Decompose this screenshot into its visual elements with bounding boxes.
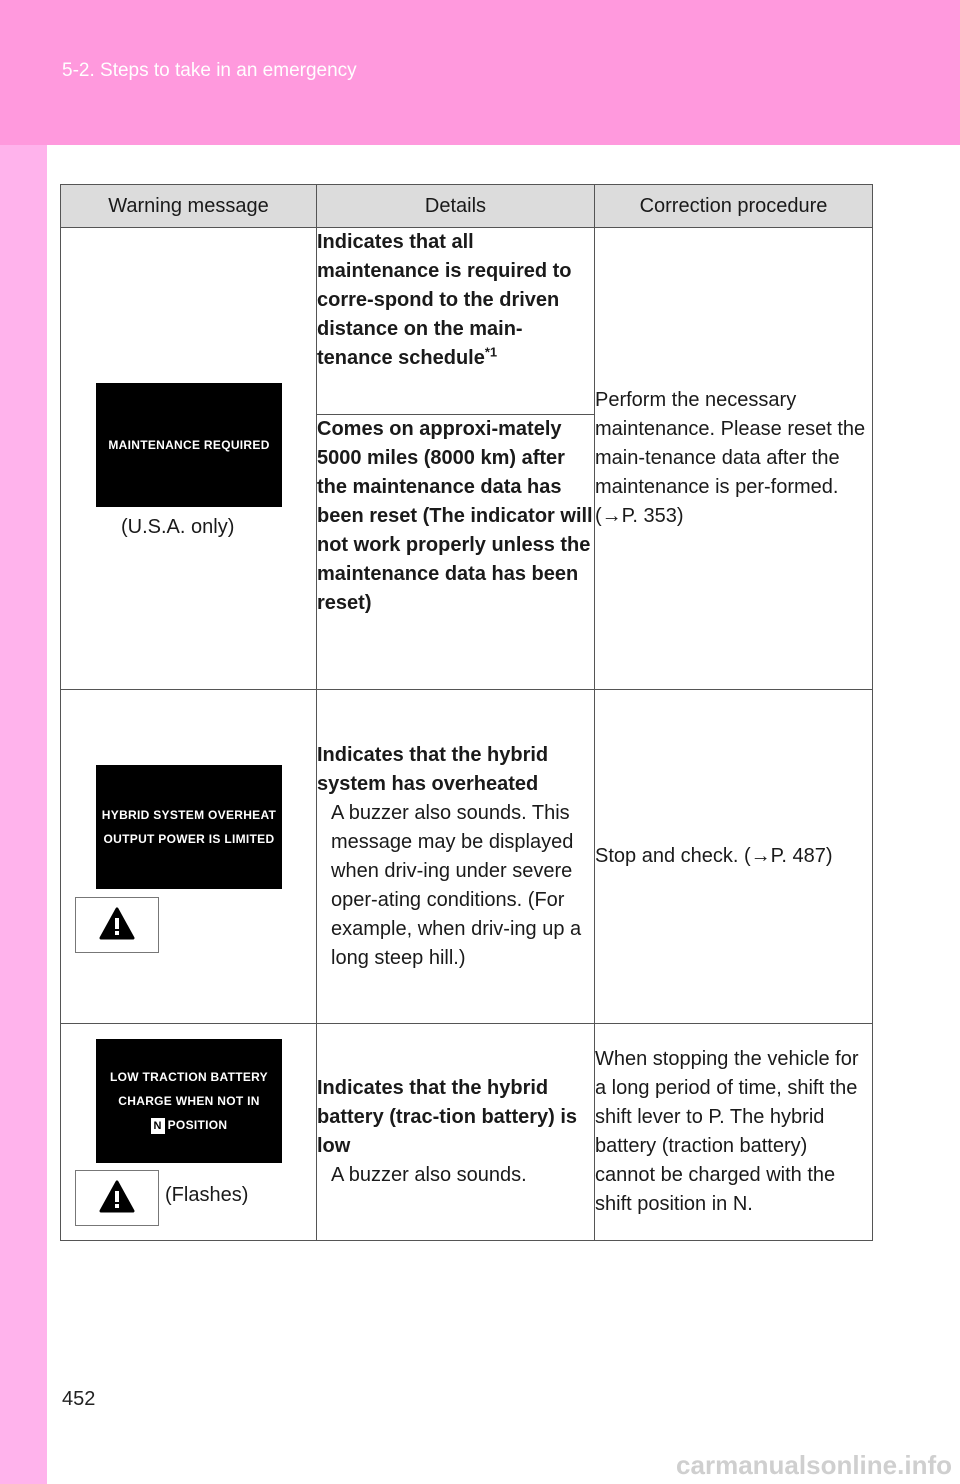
- low-battery-display: [96, 1039, 282, 1163]
- detail-low-battery-title: Indicates that the hybrid battery (trac-tion battery) is low: [317, 1077, 578, 1157]
- side-tab-strip: [0, 145, 47, 1484]
- footnote-marker: *1: [484, 344, 498, 360]
- flashes-caption: (Flashes): [165, 1184, 249, 1206]
- low-battery-line3: POSITION: [167, 1118, 228, 1132]
- table-row-hybrid-overheat: [61, 690, 873, 1024]
- warning-cell-hybrid-overheat: [61, 690, 317, 1024]
- detail-low-battery-body: A buzzer also sounds.: [331, 1164, 527, 1186]
- correction-maintenance: Perform the necessary maintenance. Please reset the main-tenance data after the maintenance is per-formed.(→P. 353): [595, 228, 873, 690]
- maintenance-required-display: [96, 383, 282, 507]
- hybrid-overheat-display: [96, 765, 282, 889]
- warning-message-table: [60, 184, 873, 1241]
- detail-maintenance-required: [317, 228, 595, 415]
- low-battery-line1: LOW TRACTION BATTERY: [110, 1070, 268, 1084]
- usa-only-caption: (U.S.A. only): [121, 516, 235, 538]
- warning-cell-maintenance: [61, 228, 317, 690]
- table-row-low-battery: [61, 1024, 873, 1241]
- hybrid-overheat-line2: OUTPUT POWER IS LIMITED: [103, 832, 275, 846]
- page-number: 452: [62, 1388, 96, 1410]
- correction-low-battery: When stopping the vehicle for a long period of time, shift the shift lever to P. The hybrid battery (traction battery) cannot be charged with the shift position in N.: [595, 1024, 873, 1241]
- column-header-correction-procedure: Correction procedure: [595, 185, 873, 228]
- table-header-row: [61, 185, 873, 228]
- detail-maintenance-required-text: Indicates that all maintenance is required to corre-spond to the driven distance on the main-tenance schedule: [317, 231, 572, 369]
- low-battery-line2: CHARGE WHEN NOT IN: [118, 1094, 260, 1108]
- exclamation-triangle-icon: [99, 1180, 135, 1214]
- table-row-maintenance: [61, 228, 873, 415]
- detail-hybrid-overheat-body: A buzzer also sounds. This message may be displayed when driv-ing under severe oper-ating conditions. (For example, when driv-ing up a long steep hill.): [331, 801, 582, 969]
- exclamation-triangle-icon: [99, 907, 135, 941]
- detail-maintenance-reset: Comes on approxi-mately 5000 miles (8000 km) after the maintenance data has been reset (The indicator will not work properly unless the maintenance data has been reset): [317, 415, 595, 690]
- master-warning-indicator: [75, 897, 159, 953]
- section-title: 5-2. Steps to take in an emergency: [62, 60, 357, 81]
- detail-hybrid-overheat-title: Indicates that the hybrid system has overheated: [317, 743, 549, 795]
- detail-low-battery: [317, 1024, 595, 1241]
- detail-hybrid-overheat: [317, 690, 595, 1024]
- warning-cell-low-battery: [61, 1024, 317, 1241]
- hybrid-overheat-line1: HYBRID SYSTEM OVERHEAT: [101, 808, 277, 822]
- maintenance-display-text: MAINTENANCE REQUIRED: [108, 438, 270, 452]
- page-header: [0, 0, 960, 145]
- master-warning-indicator: [75, 1170, 159, 1226]
- correction-hybrid-overheat: Stop and check. (→P. 487): [595, 690, 873, 1024]
- neutral-position-icon: N: [151, 1118, 165, 1134]
- column-header-warning-message: Warning message: [61, 185, 317, 228]
- column-header-details: Details: [317, 185, 595, 228]
- watermark: carmanualsonline.info: [676, 1450, 952, 1480]
